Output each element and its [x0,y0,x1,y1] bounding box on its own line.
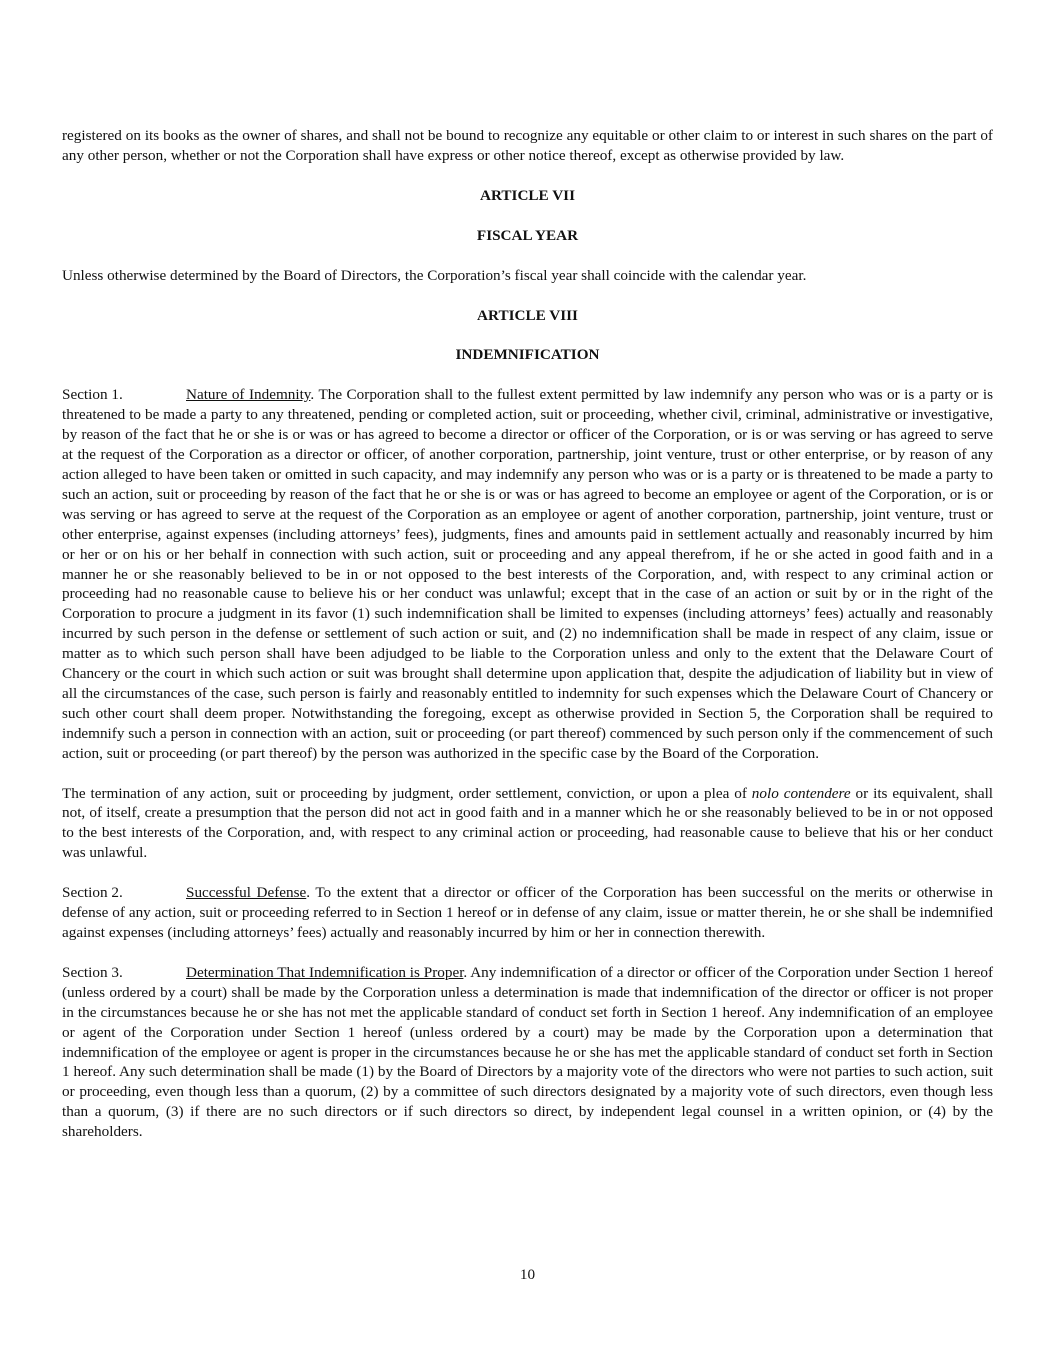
document-page [62,126,993,1142]
continuation-paragraph: registered on its books as the owner of shares, and shall not be bound to recognize any equitable or other claim to or interest in such shares on the part of any other person, whether or not the Corporation shall have express or other notice thereof, except as otherwise provided by law. [62,127,993,164]
section-2-number: Section 2. [62,884,123,902]
section-1-text: . The Corporation shall to the fullest extent permitted by law indemnify any person who was or is a party or is threatened to be made a party to any threatened, pending or completed action, suit or proceeding, whether civil, criminal, administrative or investigative, by reason of the fact that he or she is or was or has agreed to become a director or officer of the Corporation, or is or was serving or has agreed to serve at the request of the Corporation as a director or officer, of another corporation, partnership, joint venture, trust or other enterprise, or by reason of any action alleged to have been taken or omitted in such capacity, and may indemnify any person who was or is a party or is threatened to be made a party to such an action, suit or proceeding by reason of the fact that he or she is or was or has agreed to become an employee or agent of the Corporation, or is or was serving or has agreed to serve at the request of the Corporation as an employee or agent of another corporation, partnership, joint venture, trust or other enterprise, against expenses (including attorneys’ fees), judgments, fines and amounts paid in settlement actually and reasonably incurred by him or her or on his or her behalf in connection with such action, suit or proceeding and any appeal therefrom, if he or she acted in good faith and in a manner he or she reasonably believed to be in or not opposed to the best interests of the Corporation, and, with respect to any criminal action or proceeding had no reasonable cause to believe his or her conduct was unlawful; except that in the case of an action or suit by or in the right of the Corporation to procure a judgment in its favor (1) such indemnification shall be limited to expenses (including attorneys’ fees) actually and reasonably incurred by such person in the defense or settlement of such action or suit, and (2) no indemnification shall be made in respect of any claim, issue or matter as to which such person shall have been adjudged to be liable to the Corporation unless and only to the extent that the Delaware Court of Chancery or the court in which such action or suit was brought shall determine upon application that, despite the adjudication of liability but in view of all the circumstances of the case, such person is fairly and reasonably entitled to indemnity for such expenses which the Delaware Court of Chancery or such other court shall deem proper. Notwithstanding the foregoing, except as otherwise provided in Section 5, the Corporation shall be required to indemnify such a person in connection with an action, suit or proceeding (or part thereof) commenced by such person only if the commencement of such action, suit or proceeding (or part thereof) by the person was authorized in the specific case by the Board of the Corporation. [62,386,994,762]
fiscal-year-paragraph: Unless otherwise determined by the Board of Directors, the Corporation’s fiscal year shall coincide with the calendar year. [62,266,807,284]
section-1-title: Nature of Indemnity [186,386,311,404]
section-3-number: Section 3. [62,963,123,981]
section-2-title: Successful Defense [186,884,307,902]
section-2-paragraph [62,883,993,943]
article-vii-title: FISCAL YEAR [476,226,579,244]
section-1-number: Section 1. [62,386,123,404]
section-2-text: . To the extent that a director or officer of the Corporation has been successful on the merits or otherwise in defense of any action, suit or proceeding referred to in Section 1 hereof or in defense of any claim, issue or matter therein, he or she shall be indemnified against expenses (including attorneys’ fees) actually and reasonably incurred by him or her in connection therewith. [62,884,993,941]
article-viii-title: INDEMNIFICATION [455,346,600,364]
article-vii-heading: ARTICLE VII [480,186,575,204]
page-number: 10 [519,1266,536,1283]
termination-text-after: or its equivalent, shall not, of itself, create a presumption that the person did not act in good faith and in a manner which he or she reasonably believed to be in or not opposed to the best interests of the Corporation, and, with respect to any criminal action or proceeding, had reasonable cause to believe that his or her conduct was unlawful. [62,784,994,862]
article-viii-heading: ARTICLE VIII [477,306,578,324]
section-3-paragraph [62,963,993,1142]
latin-phrase: nolo contendere [751,784,851,802]
termination-text-before: The termination of any action, suit or proceeding by judgment, order settlement, conviction, or upon a plea of [62,784,752,802]
termination-paragraph [62,784,993,864]
section-1-paragraph [62,385,993,763]
section-3-text: . Any indemnification of a director or officer of the Corporation under Section 1 hereof (unless ordered by a court) shall be made by the Corporation unless a determination is made that indemnification of the director or officer is not proper in the circumstances because he or she has not met the applicable standard of conduct set forth in Section 1 hereof. Any indemnification of an employee or agent of the Corporation under Section 1 hereof (unless ordered by a court) may be made by the Corporation upon a determination that indemnification of the employee or agent is proper in the circumstances because he or she has met the applicable standard of conduct set forth in Section 1 hereof. Any such determination shall be made (1) by the Board of Directors by a majority vote of the directors who were not parties to such action, suit or proceeding, even though less than a quorum, (2) by a committee of such directors designated by a majority vote of such directors, even though less than a quorum, (3) if there are no such directors or if such directors so direct, by independent legal counsel in a written opinion, or (4) by the shareholders. [62,963,993,1141]
section-3-title: Determination That Indemnification is Proper [186,963,464,981]
